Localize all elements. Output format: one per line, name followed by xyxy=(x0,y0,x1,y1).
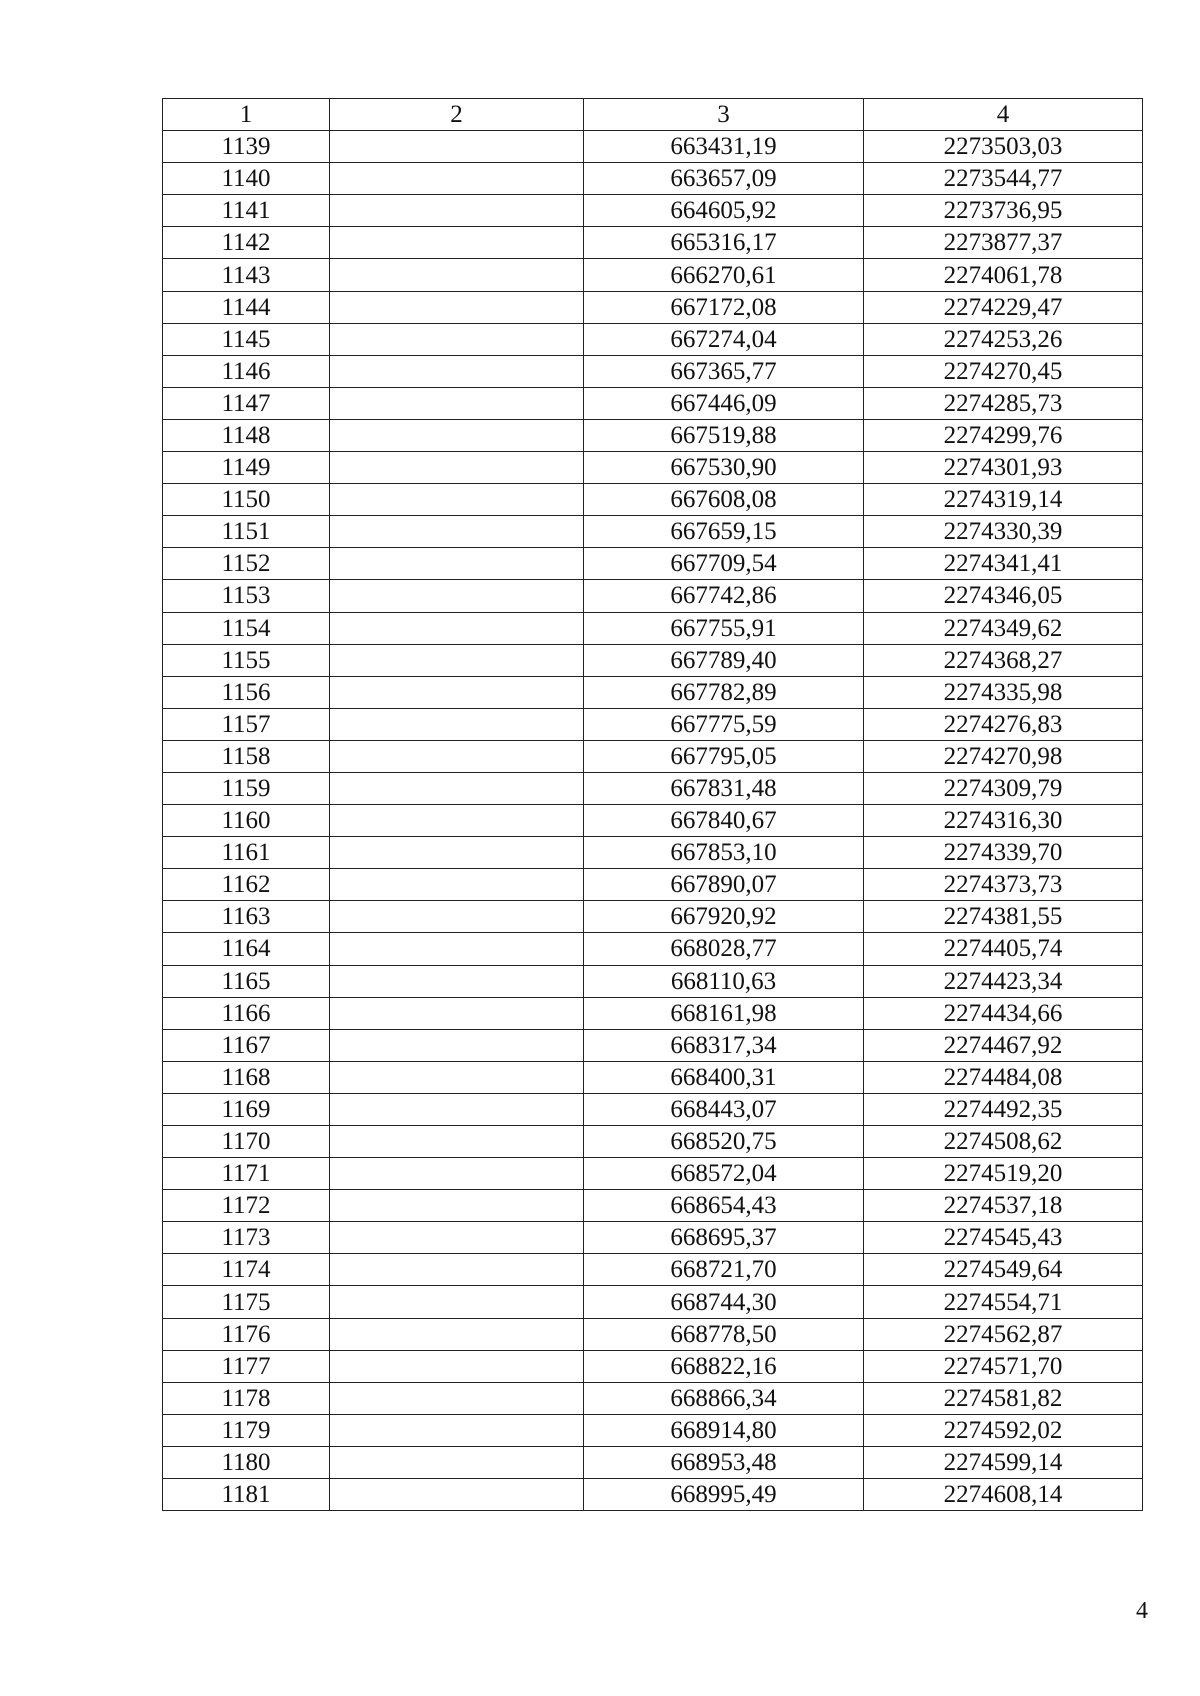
coordinate-x-cell: 668654,43 xyxy=(584,1190,864,1222)
table-row xyxy=(163,1222,1143,1254)
table-row xyxy=(163,291,1143,323)
page-number: 4 xyxy=(1136,1598,1148,1624)
point-number-cell: 1154 xyxy=(163,612,330,644)
point-number-cell: 1173 xyxy=(163,1222,330,1254)
column-2-cell xyxy=(330,1414,584,1446)
table-body xyxy=(163,131,1143,1511)
coordinate-x-cell: 667775,59 xyxy=(584,708,864,740)
coordinate-x-cell: 668914,80 xyxy=(584,1414,864,1446)
coordinate-x-cell: 663657,09 xyxy=(584,163,864,195)
table-row xyxy=(163,323,1143,355)
coordinate-y-cell: 2274061,78 xyxy=(864,259,1143,291)
point-number-cell: 1178 xyxy=(163,1382,330,1414)
coordinate-x-cell: 663431,19 xyxy=(584,131,864,163)
coordinate-y-cell: 2274467,92 xyxy=(864,1029,1143,1061)
point-number-cell: 1144 xyxy=(163,291,330,323)
table-row xyxy=(163,1446,1143,1478)
coordinate-y-cell: 2274316,30 xyxy=(864,805,1143,837)
point-number-cell: 1161 xyxy=(163,837,330,869)
coordinate-x-cell: 668721,70 xyxy=(584,1254,864,1286)
table-header xyxy=(163,99,1143,131)
coordinate-x-cell: 667782,89 xyxy=(584,676,864,708)
coordinate-y-cell: 2274285,73 xyxy=(864,387,1143,419)
column-2-cell xyxy=(330,1286,584,1318)
point-number-cell: 1157 xyxy=(163,708,330,740)
point-number-cell: 1165 xyxy=(163,965,330,997)
coordinate-x-cell: 667795,05 xyxy=(584,740,864,772)
coordinate-y-cell: 2274423,34 xyxy=(864,965,1143,997)
coordinate-x-cell: 668572,04 xyxy=(584,1158,864,1190)
coordinate-x-cell: 667853,10 xyxy=(584,837,864,869)
coordinate-y-cell: 2274339,70 xyxy=(864,837,1143,869)
coordinate-y-cell: 2274492,35 xyxy=(864,1093,1143,1125)
table-row xyxy=(163,1190,1143,1222)
point-number-cell: 1172 xyxy=(163,1190,330,1222)
point-number-cell: 1155 xyxy=(163,644,330,676)
column-2-cell xyxy=(330,452,584,484)
column-2-cell xyxy=(330,1254,584,1286)
point-number-cell: 1181 xyxy=(163,1479,330,1511)
column-2-cell xyxy=(330,965,584,997)
point-number-cell: 1167 xyxy=(163,1029,330,1061)
column-2-cell xyxy=(330,1446,584,1478)
point-number-cell: 1177 xyxy=(163,1350,330,1382)
point-number-cell: 1166 xyxy=(163,997,330,1029)
table-row xyxy=(163,259,1143,291)
coordinate-y-cell: 2273503,03 xyxy=(864,131,1143,163)
point-number-cell: 1159 xyxy=(163,772,330,804)
column-2-cell xyxy=(330,805,584,837)
coordinate-y-cell: 2274508,62 xyxy=(864,1126,1143,1158)
table-row xyxy=(163,612,1143,644)
table-row xyxy=(163,1414,1143,1446)
coordinate-x-cell: 668400,31 xyxy=(584,1061,864,1093)
coordinate-x-cell: 664605,92 xyxy=(584,195,864,227)
column-2-cell xyxy=(330,580,584,612)
coordinate-y-cell: 2274301,93 xyxy=(864,452,1143,484)
table-row xyxy=(163,516,1143,548)
coordinate-y-cell: 2274608,14 xyxy=(864,1479,1143,1511)
column-2-cell xyxy=(330,516,584,548)
coordinate-x-cell: 667755,91 xyxy=(584,612,864,644)
coordinate-x-cell: 668953,48 xyxy=(584,1446,864,1478)
table-row xyxy=(163,548,1143,580)
column-2-cell xyxy=(330,163,584,195)
coordinate-y-cell: 2274253,26 xyxy=(864,323,1143,355)
point-number-cell: 1145 xyxy=(163,323,330,355)
column-2-cell xyxy=(330,901,584,933)
point-number-cell: 1141 xyxy=(163,195,330,227)
coordinate-x-cell: 668778,50 xyxy=(584,1318,864,1350)
table-row xyxy=(163,1318,1143,1350)
table-row xyxy=(163,901,1143,933)
coordinate-y-cell: 2274229,47 xyxy=(864,291,1143,323)
point-number-cell: 1139 xyxy=(163,131,330,163)
point-number-cell: 1148 xyxy=(163,419,330,451)
column-2-cell xyxy=(330,387,584,419)
point-number-cell: 1174 xyxy=(163,1254,330,1286)
coordinate-x-cell: 668161,98 xyxy=(584,997,864,1029)
coordinate-y-cell: 2274299,76 xyxy=(864,419,1143,451)
table-row xyxy=(163,965,1143,997)
coordinate-x-cell: 667519,88 xyxy=(584,419,864,451)
table-row xyxy=(163,1158,1143,1190)
column-2-cell xyxy=(330,1222,584,1254)
coordinate-y-cell: 2274519,20 xyxy=(864,1158,1143,1190)
coordinate-y-cell: 2274599,14 xyxy=(864,1446,1143,1478)
coordinate-x-cell: 667840,67 xyxy=(584,805,864,837)
point-number-cell: 1142 xyxy=(163,227,330,259)
coordinate-y-cell: 2274330,39 xyxy=(864,516,1143,548)
coordinate-x-cell: 667920,92 xyxy=(584,901,864,933)
coordinate-x-cell: 667274,04 xyxy=(584,323,864,355)
coordinate-y-cell: 2274309,79 xyxy=(864,772,1143,804)
coordinate-y-cell: 2274270,45 xyxy=(864,355,1143,387)
coordinate-x-cell: 668110,63 xyxy=(584,965,864,997)
table-row xyxy=(163,1479,1143,1511)
coordinate-y-cell: 2273736,95 xyxy=(864,195,1143,227)
point-number-cell: 1163 xyxy=(163,901,330,933)
column-header-4: 4 xyxy=(864,99,1143,131)
point-number-cell: 1171 xyxy=(163,1158,330,1190)
column-2-cell xyxy=(330,1479,584,1511)
coordinate-y-cell: 2274484,08 xyxy=(864,1061,1143,1093)
table-row xyxy=(163,1126,1143,1158)
coordinate-y-cell: 2274349,62 xyxy=(864,612,1143,644)
column-2-cell xyxy=(330,419,584,451)
coordinate-x-cell: 667608,08 xyxy=(584,484,864,516)
point-number-cell: 1162 xyxy=(163,869,330,901)
table-row xyxy=(163,869,1143,901)
coordinate-y-cell: 2274581,82 xyxy=(864,1382,1143,1414)
point-number-cell: 1149 xyxy=(163,452,330,484)
table-row xyxy=(163,1061,1143,1093)
column-2-cell xyxy=(330,195,584,227)
table-row xyxy=(163,772,1143,804)
column-2-cell xyxy=(330,548,584,580)
table-row xyxy=(163,933,1143,965)
table-row xyxy=(163,484,1143,516)
point-number-cell: 1152 xyxy=(163,548,330,580)
point-number-cell: 1176 xyxy=(163,1318,330,1350)
coordinate-y-cell: 2274537,18 xyxy=(864,1190,1143,1222)
point-number-cell: 1179 xyxy=(163,1414,330,1446)
coordinate-y-cell: 2274571,70 xyxy=(864,1350,1143,1382)
coordinate-y-cell: 2274545,43 xyxy=(864,1222,1143,1254)
coordinate-x-cell: 667172,08 xyxy=(584,291,864,323)
table-row xyxy=(163,740,1143,772)
column-2-cell xyxy=(330,131,584,163)
point-number-cell: 1143 xyxy=(163,259,330,291)
column-2-cell xyxy=(330,1029,584,1061)
coordinate-x-cell: 667831,48 xyxy=(584,772,864,804)
column-2-cell xyxy=(330,869,584,901)
table-row xyxy=(163,676,1143,708)
coordinate-x-cell: 667365,77 xyxy=(584,355,864,387)
coordinate-y-cell: 2274405,74 xyxy=(864,933,1143,965)
column-2-cell xyxy=(330,740,584,772)
point-number-cell: 1153 xyxy=(163,580,330,612)
column-header-2: 2 xyxy=(330,99,584,131)
coordinate-x-cell: 665316,17 xyxy=(584,227,864,259)
table-row xyxy=(163,452,1143,484)
point-number-cell: 1168 xyxy=(163,1061,330,1093)
coordinate-y-cell: 2274562,87 xyxy=(864,1318,1143,1350)
coordinate-y-cell: 2273877,37 xyxy=(864,227,1143,259)
column-2-cell xyxy=(330,1126,584,1158)
coordinate-y-cell: 2274373,73 xyxy=(864,869,1143,901)
point-number-cell: 1150 xyxy=(163,484,330,516)
point-number-cell: 1160 xyxy=(163,805,330,837)
table-row xyxy=(163,708,1143,740)
point-number-cell: 1140 xyxy=(163,163,330,195)
column-2-cell xyxy=(330,291,584,323)
coordinate-y-cell: 2274335,98 xyxy=(864,676,1143,708)
coordinate-x-cell: 668744,30 xyxy=(584,1286,864,1318)
coordinate-x-cell: 667742,86 xyxy=(584,580,864,612)
coordinate-x-cell: 668995,49 xyxy=(584,1479,864,1511)
point-number-cell: 1164 xyxy=(163,933,330,965)
coordinate-x-cell: 667446,09 xyxy=(584,387,864,419)
coordinate-y-cell: 2273544,77 xyxy=(864,163,1143,195)
point-number-cell: 1147 xyxy=(163,387,330,419)
column-2-cell xyxy=(330,708,584,740)
point-number-cell: 1151 xyxy=(163,516,330,548)
table-row xyxy=(163,580,1143,612)
coordinate-y-cell: 2274434,66 xyxy=(864,997,1143,1029)
coordinate-y-cell: 2274368,27 xyxy=(864,644,1143,676)
coordinate-x-cell: 668443,07 xyxy=(584,1093,864,1125)
column-header-3: 3 xyxy=(584,99,864,131)
column-2-cell xyxy=(330,323,584,355)
column-2-cell xyxy=(330,355,584,387)
column-2-cell xyxy=(330,259,584,291)
point-number-cell: 1156 xyxy=(163,676,330,708)
coordinate-y-cell: 2274549,64 xyxy=(864,1254,1143,1286)
column-header-1: 1 xyxy=(163,99,330,131)
coordinate-x-cell: 668822,16 xyxy=(584,1350,864,1382)
column-2-cell xyxy=(330,1350,584,1382)
column-2-cell xyxy=(330,772,584,804)
table-row xyxy=(163,227,1143,259)
header-row xyxy=(163,99,1143,131)
table-row xyxy=(163,997,1143,1029)
table-row xyxy=(163,1286,1143,1318)
table-row xyxy=(163,1350,1143,1382)
table-row xyxy=(163,355,1143,387)
table-row xyxy=(163,837,1143,869)
column-2-cell xyxy=(330,227,584,259)
table-row xyxy=(163,1382,1143,1414)
coordinate-x-cell: 667530,90 xyxy=(584,452,864,484)
column-2-cell xyxy=(330,933,584,965)
table-row xyxy=(163,644,1143,676)
coordinate-y-cell: 2274319,14 xyxy=(864,484,1143,516)
column-2-cell xyxy=(330,612,584,644)
coordinate-x-cell: 667890,07 xyxy=(584,869,864,901)
column-2-cell xyxy=(330,837,584,869)
column-2-cell xyxy=(330,484,584,516)
coordinate-y-cell: 2274341,41 xyxy=(864,548,1143,580)
coordinate-y-cell: 2274381,55 xyxy=(864,901,1143,933)
point-number-cell: 1175 xyxy=(163,1286,330,1318)
coordinates-table xyxy=(162,98,1143,1511)
coordinate-x-cell: 668866,34 xyxy=(584,1382,864,1414)
table-row xyxy=(163,805,1143,837)
point-number-cell: 1170 xyxy=(163,1126,330,1158)
coordinate-y-cell: 2274346,05 xyxy=(864,580,1143,612)
coordinate-x-cell: 668317,34 xyxy=(584,1029,864,1061)
table-row xyxy=(163,163,1143,195)
point-number-cell: 1146 xyxy=(163,355,330,387)
coordinate-x-cell: 667709,54 xyxy=(584,548,864,580)
table-row xyxy=(163,1254,1143,1286)
point-number-cell: 1158 xyxy=(163,740,330,772)
column-2-cell xyxy=(330,997,584,1029)
point-number-cell: 1180 xyxy=(163,1446,330,1478)
column-2-cell xyxy=(330,644,584,676)
coordinate-x-cell: 668695,37 xyxy=(584,1222,864,1254)
column-2-cell xyxy=(330,1382,584,1414)
table-row xyxy=(163,195,1143,227)
coordinate-x-cell: 667789,40 xyxy=(584,644,864,676)
table-row xyxy=(163,419,1143,451)
column-2-cell xyxy=(330,1318,584,1350)
table-row xyxy=(163,387,1143,419)
coordinate-x-cell: 668028,77 xyxy=(584,933,864,965)
coordinate-x-cell: 667659,15 xyxy=(584,516,864,548)
table-row xyxy=(163,131,1143,163)
coordinate-y-cell: 2274592,02 xyxy=(864,1414,1143,1446)
coordinate-y-cell: 2274554,71 xyxy=(864,1286,1143,1318)
coordinate-y-cell: 2274270,98 xyxy=(864,740,1143,772)
column-2-cell xyxy=(330,1158,584,1190)
coordinate-x-cell: 666270,61 xyxy=(584,259,864,291)
point-number-cell: 1169 xyxy=(163,1093,330,1125)
column-2-cell xyxy=(330,676,584,708)
column-2-cell xyxy=(330,1190,584,1222)
table-row xyxy=(163,1093,1143,1125)
column-2-cell xyxy=(330,1093,584,1125)
column-2-cell xyxy=(330,1061,584,1093)
coordinate-y-cell: 2274276,83 xyxy=(864,708,1143,740)
coordinate-x-cell: 668520,75 xyxy=(584,1126,864,1158)
table-row xyxy=(163,1029,1143,1061)
